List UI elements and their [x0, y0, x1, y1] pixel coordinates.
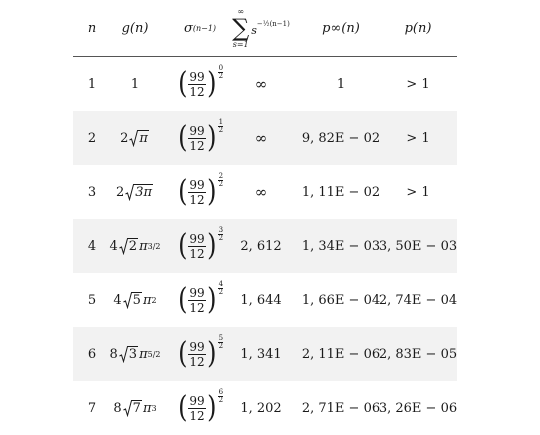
exponent-numerator: 4: [218, 280, 224, 288]
p-value: 2, 83E − 05: [378, 346, 458, 362]
n-value: 1: [87, 76, 97, 92]
exponent-denominator: 2: [218, 288, 224, 296]
p-value: > 1: [406, 130, 430, 146]
p-inf-value: 1, 34E − 03: [301, 238, 381, 254]
cell-p: [378, 57, 458, 111]
sum-value: 2, 612: [240, 238, 282, 254]
g-coefficient: 2: [115, 184, 125, 200]
cell-p-inf: [291, 57, 391, 111]
g-tail-exponent: 3: [151, 403, 157, 413]
table-row-6: [73, 327, 457, 381]
n-value: 2: [87, 130, 97, 146]
p-inf-value: 2, 11E − 06: [301, 346, 381, 362]
exponent-denominator: 2: [218, 396, 224, 404]
sum-lower-limit: s=1: [232, 40, 249, 49]
g-tail-exponent: 2: [151, 295, 157, 305]
sqrt-sign: [125, 184, 153, 201]
header-sum: [223, 0, 299, 56]
cell-g: [103, 57, 167, 111]
p-inf-value: 1: [336, 76, 346, 92]
sigma-fraction-power: [177, 172, 224, 209]
g-coefficient: 8: [113, 400, 122, 416]
cell-g: [103, 219, 167, 273]
radicand: 3π: [135, 184, 153, 200]
right-paren: ): [206, 228, 217, 263]
left-paren: (: [177, 282, 188, 317]
cell-p-inf: [291, 165, 391, 219]
sigma-fraction: [188, 340, 205, 369]
fraction-denominator: 12: [189, 138, 205, 153]
cell-sum: [223, 327, 299, 381]
radicand: 5: [132, 292, 141, 308]
sum-term-base: s: [251, 23, 257, 37]
sigma-fraction-power: [177, 388, 224, 425]
table-row-5: [73, 273, 457, 327]
sum-value: ∞: [254, 129, 268, 147]
n-value: 7: [87, 400, 97, 416]
n-value: 6: [87, 346, 97, 362]
left-paren: (: [177, 66, 188, 101]
right-paren: ): [206, 120, 217, 155]
p-inf-value: 9, 82E − 02: [301, 130, 381, 146]
radicand: 7: [132, 400, 141, 416]
n-value: 4: [87, 238, 97, 254]
fraction-numerator: 99: [189, 123, 205, 138]
cell-p: [378, 381, 458, 435]
radical-icon: [119, 346, 128, 363]
sum-term: [251, 20, 290, 37]
sigma-fraction-power: [177, 226, 224, 263]
exponent-denominator: 2: [218, 180, 224, 188]
exponent-denominator: 2: [218, 234, 224, 242]
table-row-3: [73, 165, 457, 219]
table-row-2: [73, 111, 457, 165]
cell-p: [378, 219, 458, 273]
cell-p: [378, 165, 458, 219]
cell-sum: [223, 381, 299, 435]
right-paren: ): [206, 390, 217, 425]
g-tail: π: [139, 238, 148, 254]
table-row-7: [73, 381, 457, 435]
sum-value: 1, 341: [240, 346, 282, 362]
cell-p-inf: [291, 273, 391, 327]
right-paren: ): [206, 282, 217, 317]
fraction-denominator: 12: [189, 354, 205, 369]
fraction-numerator: 99: [189, 285, 205, 300]
sqrt-sign: [129, 130, 149, 147]
fraction-numerator: 99: [189, 177, 205, 192]
radicand: π: [139, 130, 148, 146]
exponent-numerator: 2: [218, 172, 224, 180]
cell-n: [78, 111, 106, 165]
header-g: g(n): [121, 20, 149, 36]
g-tail: π: [142, 292, 152, 308]
sqrt-sign: [123, 292, 142, 309]
exponent-denominator: 2: [218, 126, 224, 134]
header-sigma-exponent: (n−1): [192, 23, 217, 33]
fraction-numerator: 99: [189, 393, 205, 408]
cell-n: [78, 57, 106, 111]
fraction-denominator: 12: [189, 300, 205, 315]
sum-value: ∞: [254, 183, 268, 201]
radical-icon: [123, 292, 132, 309]
sigma-fraction: [188, 286, 205, 315]
cell-sum: [223, 57, 299, 111]
cell-p-inf: [291, 111, 391, 165]
radical-icon: [129, 130, 138, 147]
cell-sum: [223, 165, 299, 219]
cell-g: [103, 273, 167, 327]
left-paren: (: [177, 228, 188, 263]
cell-n: [78, 381, 106, 435]
right-paren: ): [206, 66, 217, 101]
header-sigma-symbol: σ: [183, 20, 193, 36]
sqrt-sign: [123, 400, 142, 417]
radical-icon: [119, 238, 128, 255]
cell-p-inf: [291, 219, 391, 273]
sigma-fraction-power: [177, 64, 224, 101]
sigma-fraction: [188, 394, 205, 423]
cell-p: [378, 273, 458, 327]
g-tail-exponent: 3/2: [147, 241, 161, 251]
p-value: 2, 74E − 04: [378, 292, 458, 308]
table-row-4: [73, 219, 457, 273]
g-tail: π: [142, 400, 152, 416]
exponent-numerator: 5: [218, 334, 224, 342]
radicand: 2: [128, 238, 138, 254]
fraction-denominator: 12: [189, 84, 205, 99]
sum-operator: [232, 7, 249, 49]
sum-term-exponent: −½(n−1): [256, 19, 290, 28]
cell-n: [78, 273, 106, 327]
p-value: > 1: [406, 184, 430, 200]
sigma-fraction-power: [177, 334, 224, 371]
table-row-1: [73, 57, 457, 111]
p-value: > 1: [406, 76, 430, 92]
header-p: p(n): [404, 20, 432, 36]
exponent-numerator: 3: [218, 226, 224, 234]
fraction-denominator: 12: [189, 246, 205, 261]
cell-sum: [223, 111, 299, 165]
sigma-fraction: [188, 124, 205, 153]
radical-icon: [125, 184, 134, 201]
sigma-fraction: [188, 232, 205, 261]
cell-g: [103, 381, 167, 435]
cell-g: [103, 111, 167, 165]
right-paren: ): [206, 174, 217, 209]
fraction-denominator: 12: [189, 408, 205, 423]
exponent-numerator: 0: [218, 64, 224, 72]
p-value: 3, 50E − 03: [378, 238, 458, 254]
cell-n: [78, 165, 106, 219]
left-paren: (: [177, 390, 188, 425]
exponent-denominator: 2: [218, 72, 224, 80]
n-value: 3: [87, 184, 97, 200]
sigma-fraction-power: [177, 118, 224, 155]
cell-p-inf: [291, 381, 391, 435]
exponent-numerator: 1: [218, 118, 224, 126]
g-tail: π: [139, 346, 148, 362]
sum-value: 1, 644: [240, 292, 282, 308]
g-coefficient: 2: [120, 130, 129, 146]
cell-n: [78, 327, 106, 381]
sigma-fraction: [188, 178, 205, 207]
cell-g: [103, 165, 167, 219]
g-coefficient: 1: [130, 76, 140, 92]
g-coefficient: 4: [113, 292, 122, 308]
p-inf-value: 2, 71E − 06: [301, 400, 381, 416]
sum-upper-limit: ∞: [237, 7, 245, 16]
g-tail-exponent: 5/2: [147, 349, 161, 359]
p-inf-value: 1, 11E − 02: [301, 184, 381, 200]
sum-symbol: ∑: [232, 14, 250, 42]
p-inf-value: 1, 66E − 04: [301, 292, 381, 308]
sigma-fraction-power: [177, 280, 224, 317]
sigma-fraction: [188, 70, 205, 99]
left-paren: (: [177, 174, 188, 209]
sqrt-sign: [119, 346, 138, 363]
left-paren: (: [177, 120, 188, 155]
cell-p-inf: [291, 327, 391, 381]
left-paren: (: [177, 336, 188, 371]
exponent-denominator: 2: [218, 342, 224, 350]
p-value: 3, 26E − 06: [378, 400, 458, 416]
fraction-denominator: 12: [189, 192, 205, 207]
fraction-numerator: 99: [189, 339, 205, 354]
header-n: n: [87, 20, 97, 36]
cell-n: [78, 219, 106, 273]
cell-p: [378, 111, 458, 165]
exponent-numerator: 6: [218, 388, 224, 396]
g-coefficient: 4: [109, 238, 118, 254]
n-value: 5: [87, 292, 97, 308]
g-coefficient: 8: [109, 346, 118, 362]
sum-value: ∞: [254, 75, 268, 93]
table-header: [73, 0, 457, 56]
cell-g: [103, 327, 167, 381]
cell-p: [378, 327, 458, 381]
right-paren: ): [206, 336, 217, 371]
fraction-numerator: 99: [189, 231, 205, 246]
sum-value: 1, 202: [240, 400, 282, 416]
cell-sum: [223, 273, 299, 327]
radical-icon: [123, 400, 132, 417]
radicand: 3: [128, 346, 138, 362]
sqrt-sign: [119, 238, 138, 255]
fraction-numerator: 99: [189, 69, 205, 84]
cell-sum: [223, 219, 299, 273]
header-p-inf: p∞(n): [322, 20, 360, 36]
